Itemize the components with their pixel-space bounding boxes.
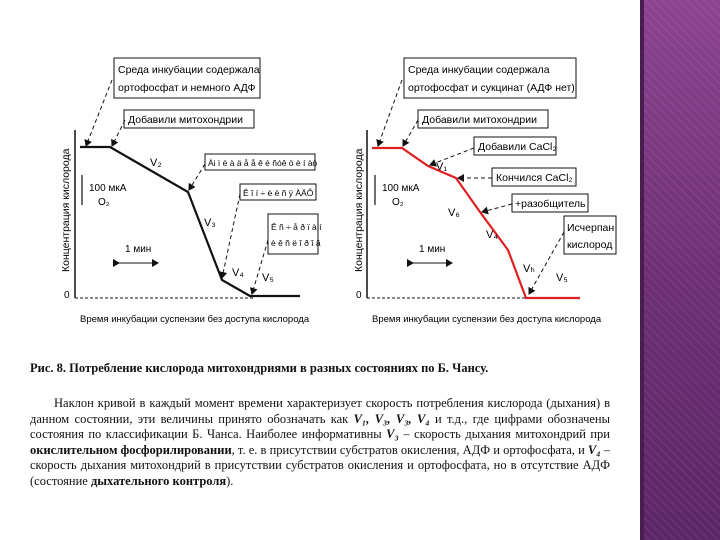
- right-ylabel: Концентрация кислорода: [353, 148, 365, 272]
- right-v1: V₁: [436, 161, 448, 173]
- left-box-exhausted: [268, 214, 322, 254]
- svg-text:Ê ñ ÷ å ð ï à í: Ê ñ ÷ å ð ï à í: [271, 222, 322, 232]
- svg-text:Ài ì ë à ä å å ê é ñóê ö è í: Ài ì ë à ä å å ê é ñóê ö è í àò: [208, 158, 318, 168]
- body-paragraph: [30, 396, 610, 490]
- svg-text:Добавили митохондрии: Добавили митохондрии: [128, 114, 243, 126]
- svg-text:кислород: кислород: [567, 239, 613, 251]
- left-scale-o2: O₂: [98, 197, 110, 208]
- right-zero: 0: [356, 290, 362, 301]
- right-box-exhausted: [564, 216, 616, 254]
- left-v5: V₅: [262, 272, 274, 284]
- svg-text:Среда инкубации содержала: Среда инкубации содержала: [118, 64, 260, 76]
- left-scale-label: 100 мкА: [89, 183, 127, 194]
- figure-caption: Рис. 8. Потребление кислорода митохондриями в разных состояниях по Б. Чансу.: [30, 361, 489, 375]
- left-box-adf: [240, 184, 316, 200]
- right-scale-label: 100 мкА: [382, 183, 420, 194]
- left-arrow-mito: [112, 120, 125, 146]
- right-box-medium: [404, 58, 576, 98]
- svg-text:Исчерпан: Исчерпан: [567, 222, 615, 234]
- right-oxygen-chart: [330, 0, 640, 340]
- left-v2: V₂: [150, 157, 162, 169]
- left-v4: V₄: [232, 267, 244, 279]
- svg-text:+разобщитель: +разобщитель: [515, 198, 586, 210]
- left-arrow-substrate: [189, 164, 205, 190]
- left-box-substrate: [205, 154, 317, 170]
- left-v3: V₃: [204, 217, 216, 229]
- right-box-uncoupler: [512, 194, 588, 212]
- right-scale-o2: O₂: [392, 197, 404, 208]
- right-box-ca: [474, 137, 556, 155]
- right-box-mito: [418, 110, 548, 128]
- svg-text:ортофосфат и сукцинат (АДФ нет: ортофосфат и сукцинат (АДФ нет): [408, 82, 575, 94]
- right-arrow-medium: [378, 80, 402, 146]
- left-box-mito: [124, 110, 254, 128]
- svg-text:Среда инкубации содержала: Среда инкубации содержала: [408, 64, 550, 76]
- right-box-ca-end: [492, 168, 576, 186]
- svg-text:ортофосфат и немного АДФ: ортофосфат и немного АДФ: [118, 82, 256, 94]
- right-time-scale: 1 мин: [419, 244, 446, 255]
- left-time-scale: 1 мин: [125, 244, 152, 255]
- right-vh: Vₕ: [523, 263, 535, 275]
- right-xlabel: Время инкубации суспензии без доступа кислорода: [372, 314, 602, 325]
- left-arrow-medium: [86, 80, 112, 146]
- left-arrow-exhausted: [252, 240, 268, 294]
- paragraph-text: Наклон кривой в каждый момент времени характеризует скорость потребления кислорода (дыхания) в данном состоянии, эти величины принято обозначать как V₁, V₃, V₃, V₄ и т.д., где цифрами обозначены состояния по классификации Б. Чанса. Наиболее информативны V₃ – скорость дыхания митохондрий при окислительном фосфорилировании, т. е. в присутствии субстратов окисления, АДФ и ортофосфата, и V₄ – скорость дыхания митохондрий в присутствии субстратов окисления и ортофосфата, но в отсутствие АДФ (состояние дыхательного контроля).: [30, 396, 610, 488]
- svg-text:Кончился CaCl₂: Кончился CaCl₂: [496, 172, 573, 184]
- left-box-medium: [114, 58, 260, 98]
- left-xlabel: Время инкубации суспензии без доступа кислорода: [80, 314, 310, 325]
- svg-text:è ê ñ ë î ð î ä: è ê ñ ë î ð î ä: [271, 238, 321, 248]
- decorative-sidebar: [640, 0, 720, 540]
- svg-text:Добавили CaCl₂: Добавили CaCl₂: [478, 141, 557, 153]
- svg-text:Ê î í ÷ è ë ñ ÿ ÀÄÔ: Ê î í ÷ è ë ñ ÿ ÀÄÔ: [243, 188, 314, 198]
- right-arrow-mito: [403, 120, 418, 146]
- right-v5: V₅: [556, 272, 568, 284]
- right-v6: V₆: [448, 207, 460, 219]
- left-oxygen-chart: [0, 0, 330, 340]
- right-arrow-uncoupler: [482, 204, 512, 212]
- right-v4: V₄: [486, 229, 498, 241]
- svg-text:Добавили митохондрии: Добавили митохондрии: [422, 114, 537, 126]
- left-zero: 0: [64, 290, 70, 301]
- left-arrow-adf: [222, 194, 240, 278]
- left-ylabel: Концентрация кислорода: [60, 148, 72, 272]
